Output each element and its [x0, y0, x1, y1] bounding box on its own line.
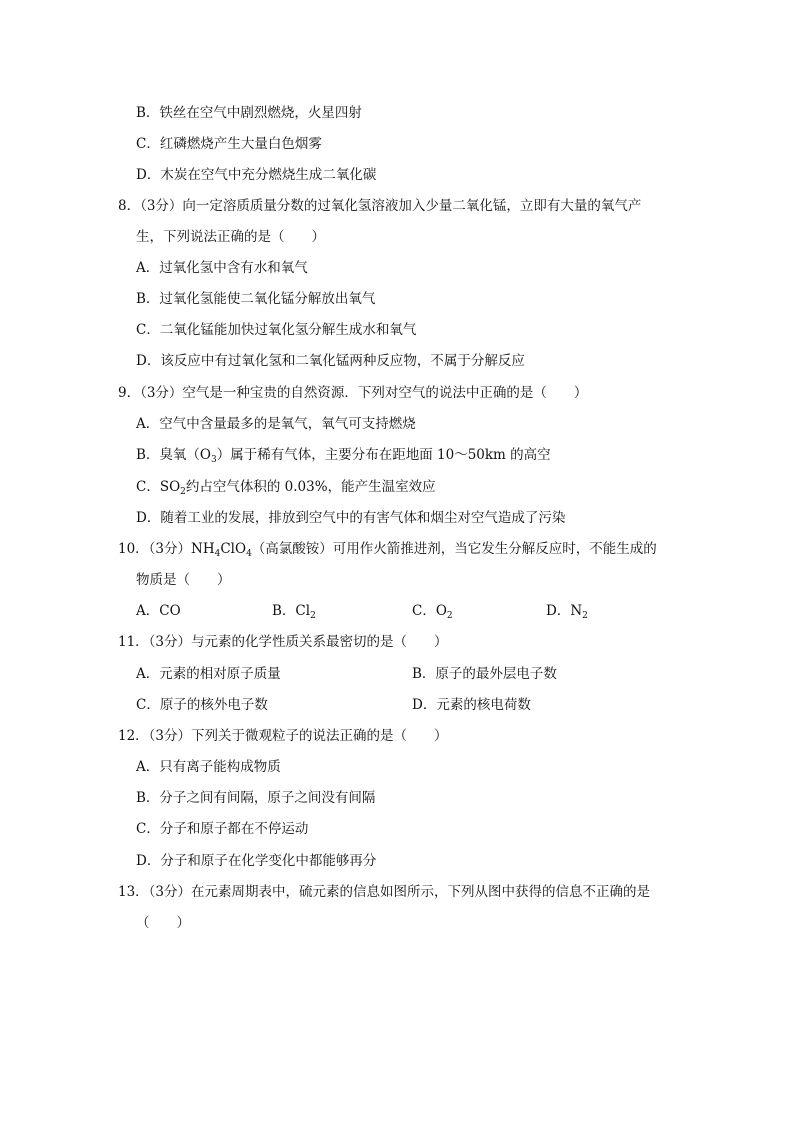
q11-stem: 11．（3分）与元素的化学性质关系最密切的是（ ） [118, 634, 448, 650]
q12-stem: 12．（3分）下列关于微观粒子的说法正确的是（ ） [118, 728, 448, 744]
q8-option-a: A．过氧化氢中含有水和氧气 [136, 260, 308, 276]
q11-option-a: A．元素的相对原子质量 [136, 666, 281, 682]
q7-option-d: D．木炭在空气中充分燃烧生成二氧化碳 [136, 167, 377, 183]
q9-stem: 9．（3分）空气是一种宝贵的自然资源．下列对空气的说法中正确的是（ ） [118, 385, 588, 401]
q13-stem-line1: 13．（3分）在元素周期表中，硫元素的信息如图所示，下列从图中获得的信息不正确的是 [118, 884, 651, 900]
q9-option-b: B．臭氧$(O_3)$属于稀有气体，主要分布在距地面 10～50km 的高空 [136, 447, 551, 465]
q13-stem-line2: （ ） [136, 915, 190, 931]
q9-option-a: A．空气中含量最多的是氧气，氧气可支持燃烧 [136, 416, 416, 432]
q9-option-d: D．随着工业的发展，排放到空气中的有害气体和烟尘对空气造成了污染 [136, 510, 566, 526]
q12-option-d: D．分子和原子在化学变化中都能够再分 [136, 853, 377, 869]
q8-option-b: B．过氧化氢能使二氧化锰分解放出氧气 [136, 291, 376, 307]
q10-stem-line1: 10．（3分）$NH_4ClO_4$（高氯酸铵）可用作火箭推进剂，当它发生分解反应时，不能生成的 [118, 541, 657, 559]
q7-option-c: C．红磷燃烧产生大量白色烟雾 [136, 136, 322, 152]
q8-stem-line2: 生，下列说法正确的是（ ） [136, 229, 325, 245]
q12-option-b: B．分子之间有间隔，原子之间没有间隔 [136, 790, 376, 806]
q11-option-c: C．原子的核外电子数 [136, 697, 268, 713]
q10-option-c: C．$O_2$ [412, 603, 453, 621]
q8-option-c: C．二氧化锰能加快过氧化氢分解生成水和氧气 [136, 322, 417, 338]
q10-option-b: B．$Cl_2$ [272, 603, 316, 621]
q8-option-d: D．该反应中有过氧化氢和二氧化锰两种反应物，不属于分解反应 [136, 353, 525, 369]
q9-option-c: C．$SO_2$约占空气体积的 0.03%，能产生温室效应 [136, 479, 436, 497]
q12-option-c: C．分子和原子都在不停运动 [136, 821, 309, 837]
q12-option-a: A．只有离子能构成物质 [136, 759, 281, 775]
q8-stem-line1: 8．（3分）向一定溶质质量分数的过氧化氢溶液加入少量二氧化锰，立即有大量的氧气产 [118, 198, 642, 214]
q11-option-d: D．元素的核电荷数 [412, 697, 531, 713]
q10-option-d: D．$N_2$ [546, 603, 588, 621]
q10-stem-line2: 物质是（ ） [136, 572, 231, 588]
q7-option-b: B．铁丝在空气中剧烈燃烧，火星四射 [136, 105, 362, 121]
q10-option-a: A．CO [136, 603, 181, 619]
q11-option-b: B．原子的最外层电子数 [412, 666, 557, 682]
